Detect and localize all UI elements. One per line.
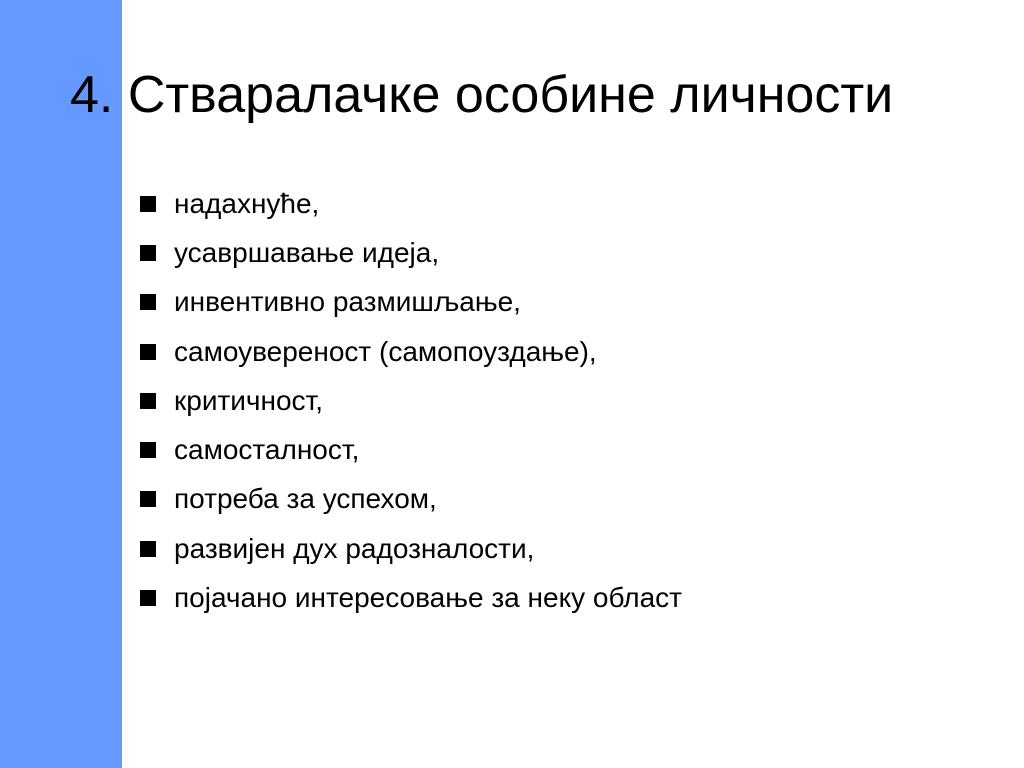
list-item	[140, 524, 682, 573]
square-bullet-icon	[140, 196, 156, 212]
square-bullet-icon	[140, 442, 156, 458]
list-item	[140, 376, 682, 425]
square-bullet-icon	[140, 590, 156, 606]
list-item-text: самоувереност (самопоуздање),	[174, 335, 597, 367]
list-item	[140, 425, 682, 474]
list-item	[140, 228, 682, 277]
list-item	[140, 475, 682, 524]
list-item-text: појачано интересовање за неку област	[174, 582, 682, 614]
square-bullet-icon	[140, 344, 156, 360]
list-item-text: развијен дух радозналости,	[174, 532, 535, 564]
list-item	[140, 573, 682, 622]
list-item-text: критичност,	[174, 384, 324, 416]
slide-title: 4. Стваралачке особине личности	[70, 66, 894, 124]
list-item-text: самосталност,	[174, 434, 360, 466]
square-bullet-icon	[140, 294, 156, 310]
list-item-text: усавршавање идеја,	[174, 236, 440, 268]
list-item	[140, 179, 682, 228]
square-bullet-icon	[140, 541, 156, 557]
square-bullet-icon	[140, 491, 156, 507]
list-item-text: потреба за успехом,	[174, 483, 437, 515]
square-bullet-icon	[140, 245, 156, 261]
list-item-text: инвентивно размишљање,	[174, 286, 521, 318]
bullet-list	[140, 179, 682, 623]
list-item-text: надахнуће,	[174, 187, 320, 219]
list-item	[140, 327, 682, 376]
list-item	[140, 278, 682, 327]
square-bullet-icon	[140, 393, 156, 409]
